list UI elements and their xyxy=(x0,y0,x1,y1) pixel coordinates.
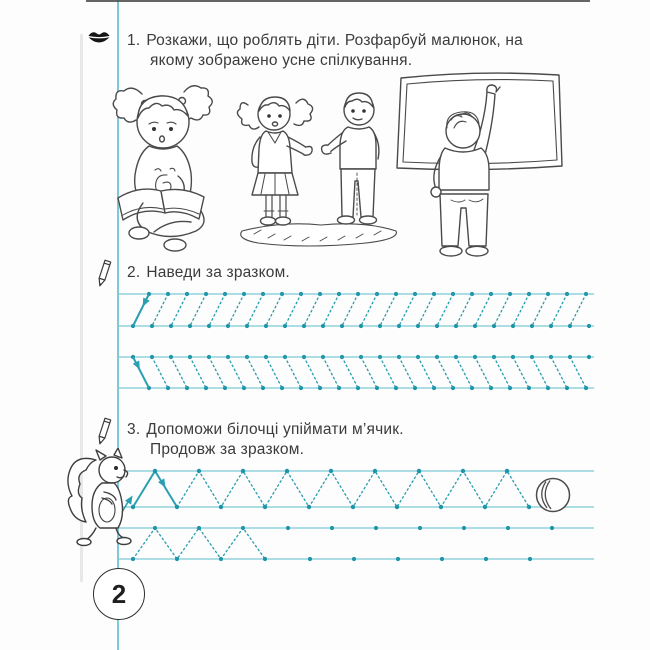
trace-band-zigzag xyxy=(122,469,531,512)
ball-illustration xyxy=(534,476,572,514)
page-number: 2 xyxy=(111,578,127,609)
page-number-badge xyxy=(93,568,145,620)
girl-and-boy-talking-illustration xyxy=(236,85,403,257)
trace-band-zigzag-continue xyxy=(131,526,554,561)
task-1-number: 1. xyxy=(127,32,141,49)
task-2 xyxy=(127,263,290,283)
pencil-icon xyxy=(94,259,114,288)
squirrel-illustration xyxy=(62,448,140,548)
task-1 xyxy=(127,31,523,71)
pencil-icon xyxy=(94,417,114,446)
task-3-number: 3. xyxy=(127,421,141,438)
task-1-text-line2: якому зображено усне спілкування. xyxy=(150,52,413,69)
girl-reading-book-illustration xyxy=(112,80,224,265)
task-2-number: 2. xyxy=(127,264,141,281)
task-3-text-line1: Допоможи білочці упіймати м’ячик. xyxy=(146,421,404,438)
lips-icon xyxy=(86,28,112,45)
trace-band-slant-right xyxy=(131,292,591,328)
trace-band-slant-left xyxy=(131,355,591,390)
child-writing-at-board-illustration xyxy=(391,68,569,266)
task-2-text: Наведи за зразком. xyxy=(146,264,290,281)
task-1-text-line1: Розкажи, що роблять діти. Розфарбуй малюнок, на xyxy=(146,32,524,49)
task-3 xyxy=(127,420,404,460)
task-3-text-line2: Продовж за зразком. xyxy=(150,441,305,458)
